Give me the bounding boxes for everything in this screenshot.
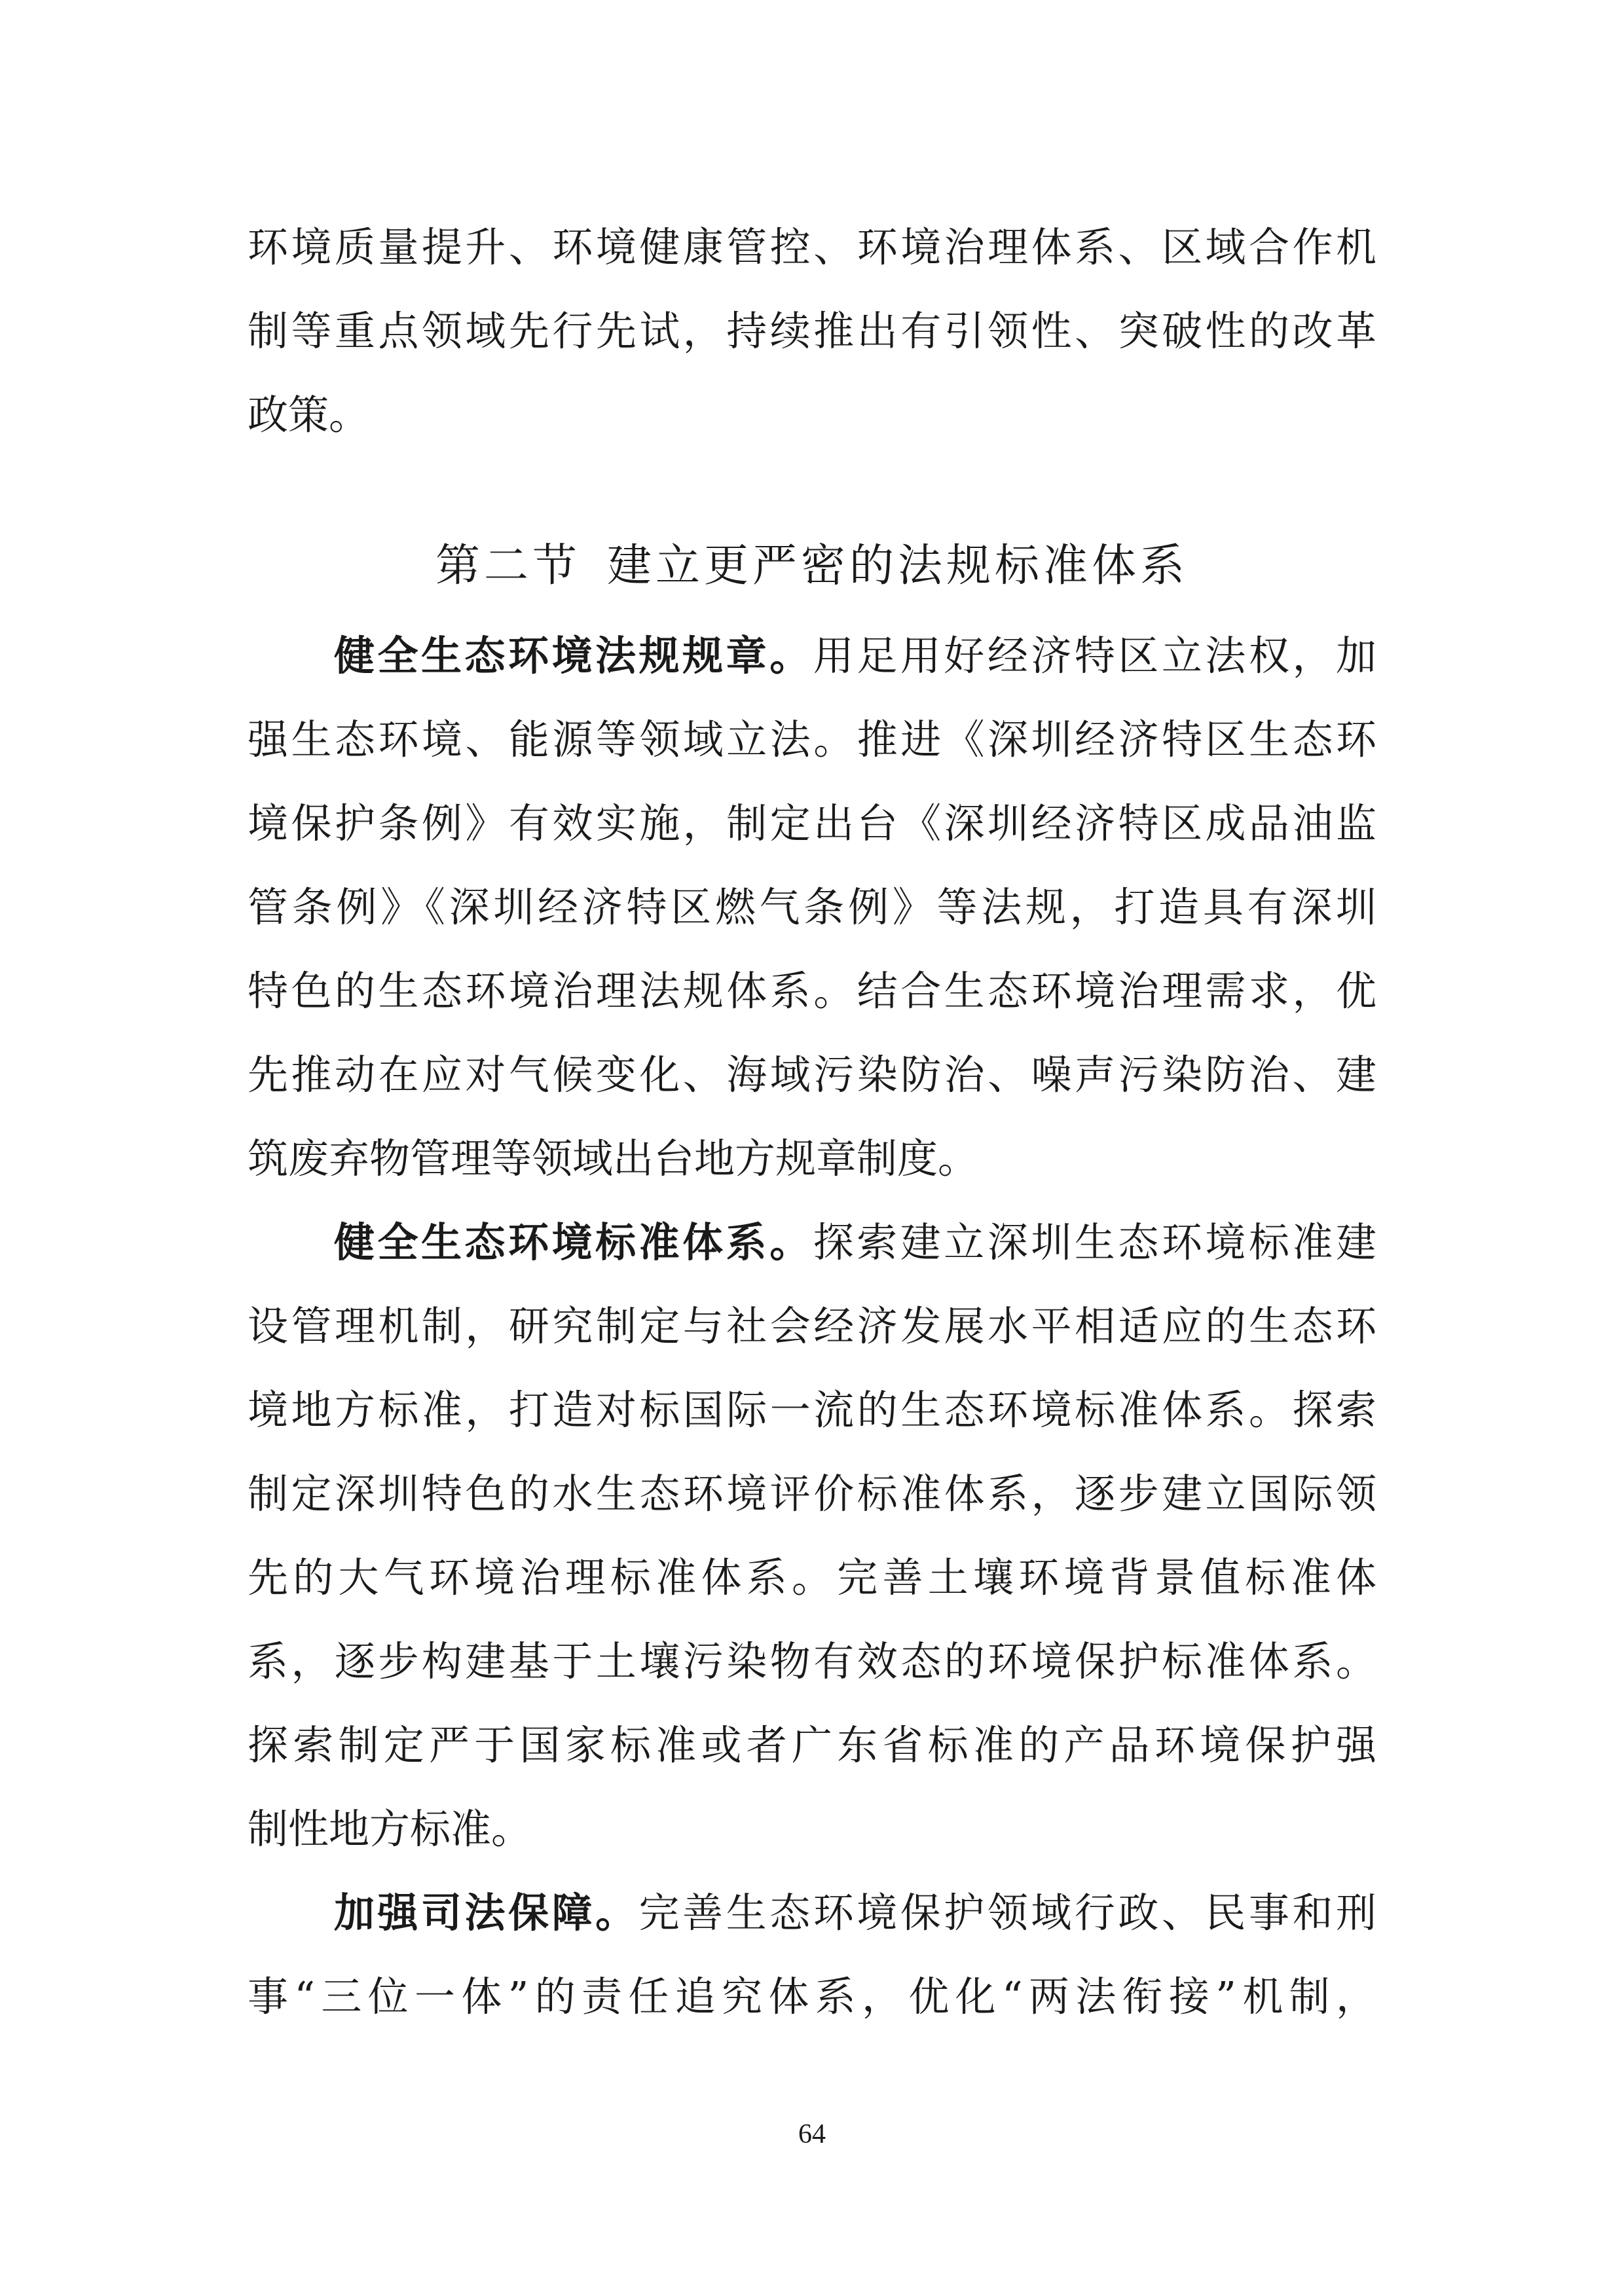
paragraph-line: 制定深圳特色的水生态环境评价标准体系，逐步建立国际领	[248, 1470, 1376, 1518]
section-number: 第二节	[435, 540, 581, 592]
paragraph-line: 境保护条例》有效实施，制定出台《深圳经济特区成品油监	[248, 799, 1376, 847]
page-number: 64	[798, 2119, 826, 2149]
paragraph-text: 用足用好经济特区立法权，加	[813, 632, 1376, 680]
paragraph-line: 系，逐步构建基于土壤污染物有效态的环境保护标准体系。	[248, 1637, 1376, 1685]
paragraph-text: 探索建立深圳生态环境标准建	[813, 1218, 1376, 1266]
paragraph-lead-heading: 健全生态环境标准体系。	[334, 1218, 813, 1266]
paragraph-line: 制等重点领域先行先试，持续推出有引领性、突破性的改革	[248, 307, 1376, 355]
paragraph-line: 特色的生态环境治理法规体系。结合生态环境治理需求，优	[248, 967, 1376, 1015]
paragraph-line: 设管理机制，研究制定与社会经济发展水平相适应的生态环	[248, 1302, 1376, 1350]
paragraph-line: 强生态环境、能源等领域立法。推进《深圳经济特区生态环	[248, 716, 1376, 763]
paragraph-first-line	[334, 1216, 1376, 1269]
paragraph-line: 环境质量提升、环境健康管控、环境治理体系、区域合作机	[248, 223, 1376, 271]
paragraph-first-line	[334, 1887, 1376, 1939]
paragraph-line: 筑废弃物管理等领域出台地方规章制度。	[248, 1135, 979, 1182]
paragraph-lead-heading: 健全生态环境法规规章。	[334, 632, 813, 680]
section-title: 建立更严密的法规标准体系	[607, 540, 1189, 592]
section-heading	[0, 537, 1624, 596]
paragraph-lead-heading: 加强司法保障。	[334, 1889, 639, 1937]
paragraph-line: 先的大气环境治理标准体系。完善土壤环境背景值标准体	[248, 1554, 1376, 1601]
paragraph-first-line	[334, 630, 1376, 682]
paragraph-line: 境地方标准，打造对标国际一流的生态环境标准体系。探索	[248, 1386, 1376, 1434]
paragraph-line: 先推动在应对气候变化、海域污染防治、噪声污染防治、建	[248, 1051, 1376, 1099]
paragraph-line: 探索制定严于国家标准或者广东省标准的产品环境保护强	[248, 1721, 1376, 1769]
paragraph-line: 管条例》《深圳经济特区燃气条例》等法规，打造具有深圳	[248, 883, 1376, 931]
paragraph-line: 制性地方标准。	[248, 1805, 532, 1853]
paragraph-line: 政策。	[248, 391, 370, 439]
paragraph-text: 完善生态环境保护领域行政、民事和刑	[638, 1889, 1376, 1937]
paragraph-line: 事“三位一体”的责任追究体系，优化“两法衔接”机制，	[248, 1973, 1376, 2020]
